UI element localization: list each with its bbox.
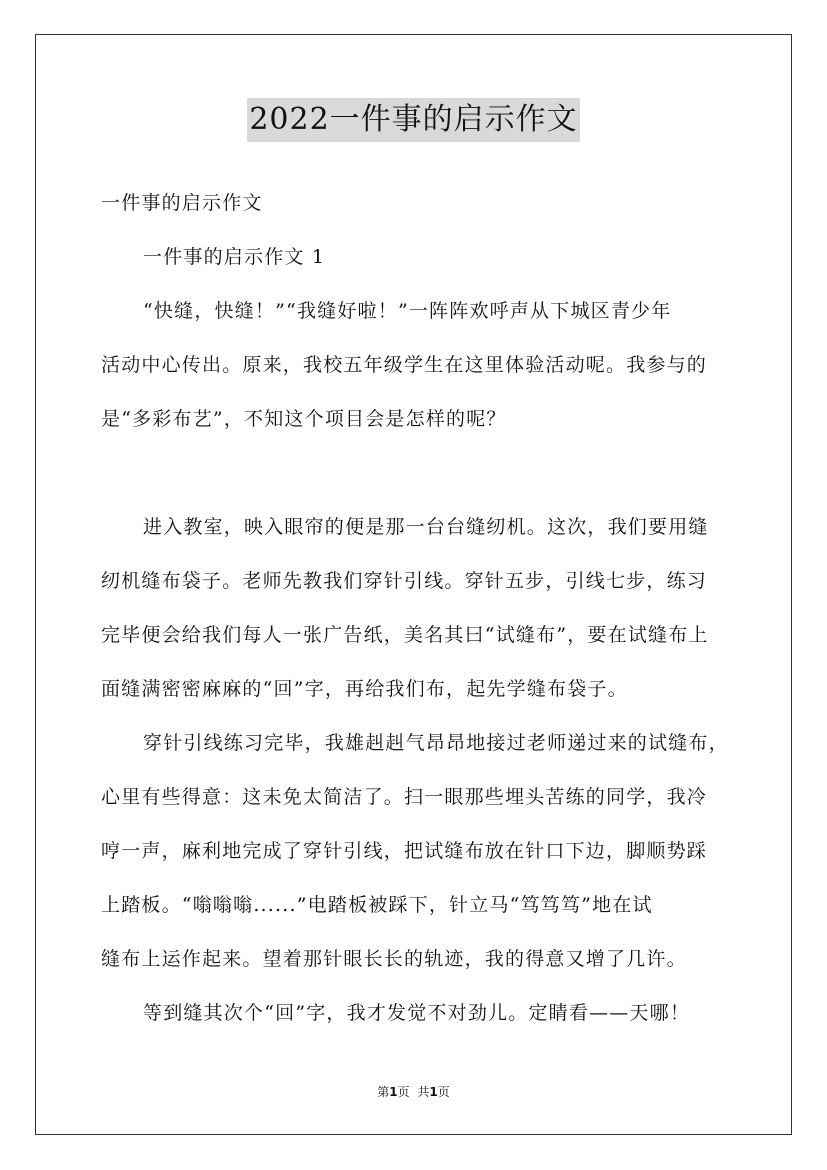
paragraph-line: 缝布上运作起来。望着那针眼长长的轨迹，我的得意又增了几许。 [101, 948, 687, 970]
paragraph-line: 进入教室，映入眼帘的便是那一台台缝纫机。这次，我们要用缝 [143, 516, 709, 538]
title-container [0, 98, 827, 142]
page-suffix: 页 [397, 1085, 410, 1099]
page-prefix: 第 [377, 1085, 390, 1099]
paragraph-line: 活动中心传出。原来，我校五年级学生在这里体验活动呢。我参与的 [101, 354, 708, 376]
paragraph-line: 等到缝其次个“回”字，我才发觉不对劲儿。定睛看——天哪！ [143, 1002, 691, 1024]
paragraph-gap [101, 446, 731, 500]
total-pages: 1 [429, 1085, 438, 1099]
paragraph-line: “快缝，快缝！”“我缝好啦！”一阵阵欢呼声从下城区青少年 [143, 300, 672, 322]
paragraph-line: 面缝满密密麻麻的“回”字，再给我们布，起先学缝布袋子。 [101, 678, 628, 700]
document-title: 2022一件事的启示作文 [247, 98, 579, 142]
paragraph-line: 完毕便会给我们每人一张广告纸，美名其曰“试缝布”，要在试缝布上 [101, 624, 709, 646]
paragraph-line: 心里有些得意：这未免太简洁了。扫一眼那些埋头苦练的同学，我冷 [101, 786, 708, 808]
paragraph-line: 纫机缝布袋子。老师先教我们穿针引线。穿针五步，引线七步，练习 [101, 570, 708, 592]
page-number: 1 [389, 1085, 398, 1099]
paragraph-line: 是“多彩布艺”，不知这个项目会是怎样的呢？ [101, 408, 507, 430]
total-suffix: 页 [437, 1085, 450, 1099]
document-body [101, 176, 731, 1040]
subtitle: 一件事的启示作文 [101, 192, 263, 214]
page-footer [0, 1083, 827, 1100]
paragraph-line: 上踏板。“嗡嗡嗡......”电踏板被踩下，针立马“笃笃笃”地在试 [101, 894, 653, 916]
total-prefix: 共 [417, 1085, 430, 1099]
paragraph-line: 哼一声，麻利地完成了穿针引线，把试缝布放在针口下边，脚顺势踩 [101, 840, 708, 862]
paragraph-line: 穿针引线练习完毕，我雄赳赳气昂昂地接过老师递过来的试缝布， [143, 732, 729, 754]
section-heading: 一件事的启示作文 1 [143, 246, 326, 268]
